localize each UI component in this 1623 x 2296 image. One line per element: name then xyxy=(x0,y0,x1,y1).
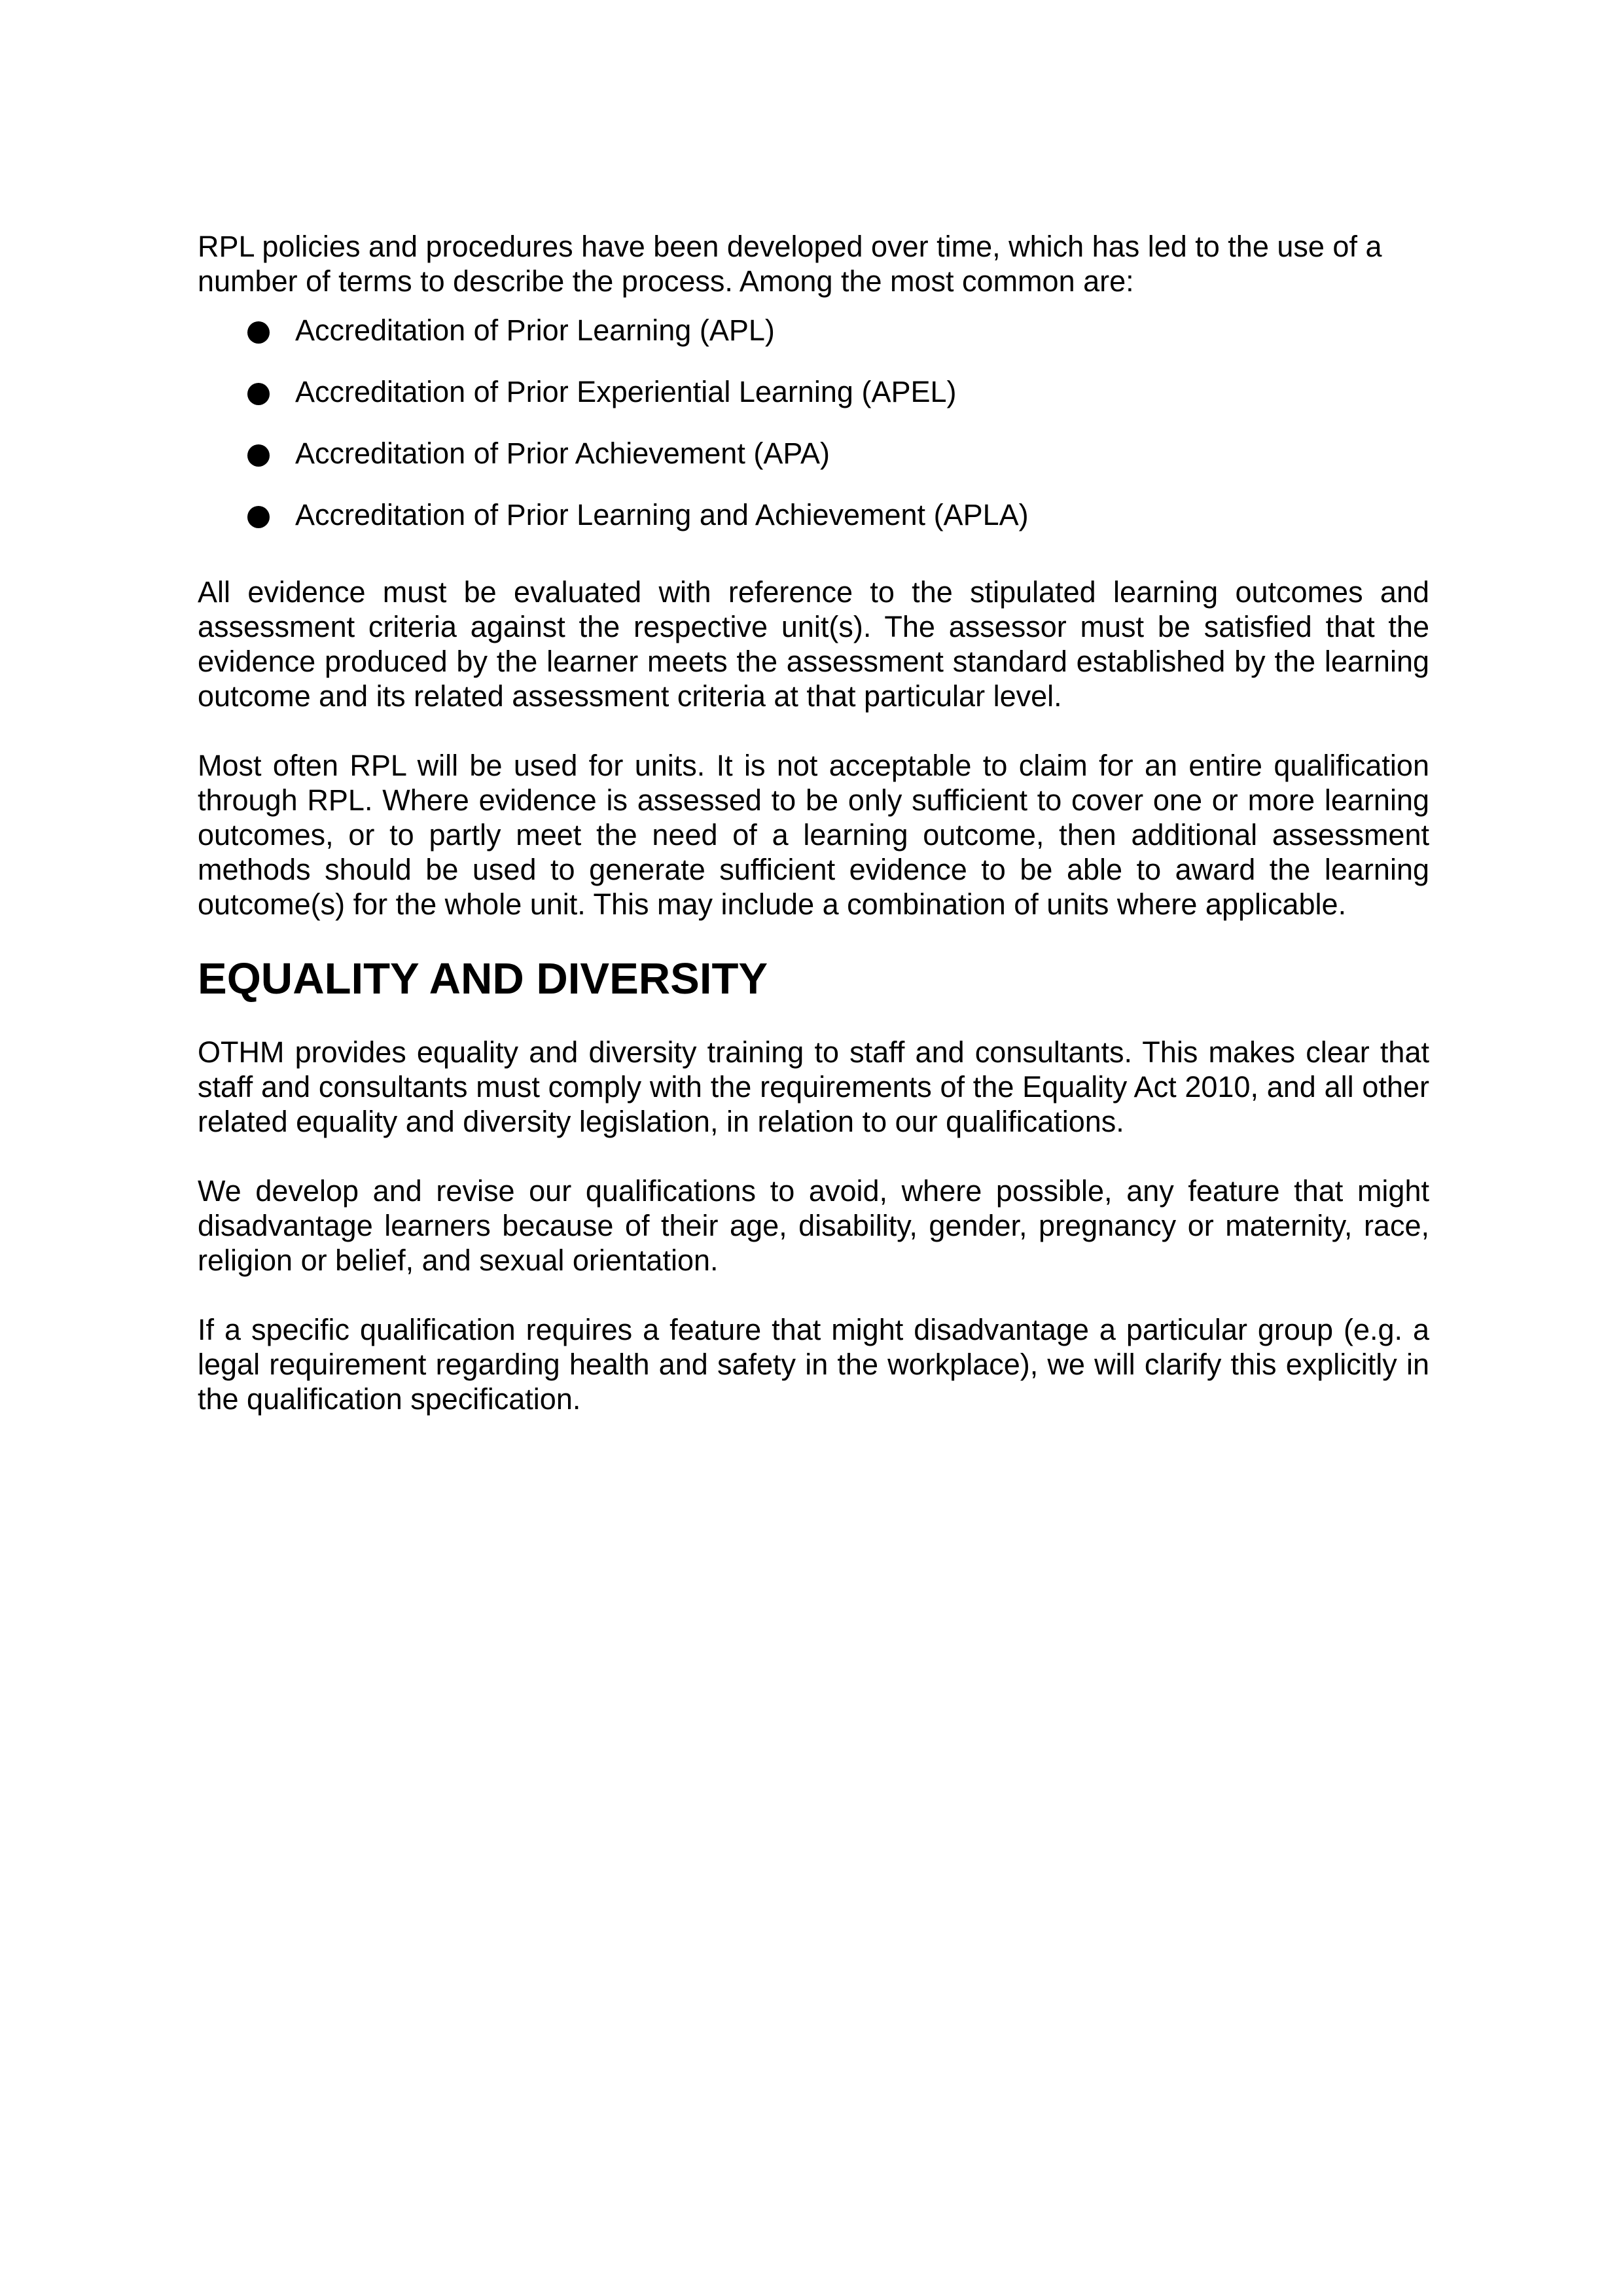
bullet-icon xyxy=(247,444,270,467)
qualification-revision-paragraph: We develop and revise our qualifications to avoid, where possible, any feature that might disadvantage learners because of their age, disability, gender, pregnancy or maternity, race, religion or belief, and sexual orientation. xyxy=(198,1174,1429,1277)
intro-paragraph: RPL policies and procedures have been developed over time, which has led to the use of a number of terms to describe the process. Among the most common are: xyxy=(198,230,1382,298)
section-heading: EQUALITY AND DIVERSITY xyxy=(198,954,768,1003)
list-item xyxy=(198,374,1429,409)
bullet-icon xyxy=(247,383,270,405)
bullet-icon xyxy=(247,506,270,528)
specific-qualification-paragraph: If a specific qualification requires a feature that might disadvantage a particular group (e.g. a legal requirement regarding health and safety in the workplace), we will clarify this explicitly in the qualification specification. xyxy=(198,1313,1429,1416)
equality-training-paragraph: OTHM provides equality and diversity training to staff and consultants. This makes clear that staff and consultants must comply with the requirements of the Equality Act 2010, and all other related equality and diversity legislation, in relation to our qualifications. xyxy=(198,1035,1429,1138)
list-item-text: Accreditation of Prior Achievement (APA) xyxy=(295,437,830,470)
bullet-icon xyxy=(247,321,270,344)
list-item xyxy=(198,497,1429,532)
list-item-text: Accreditation of Prior Experiential Learning (APEL) xyxy=(295,375,957,408)
rpl-terms-list xyxy=(198,313,1429,532)
list-item-text: Accreditation of Prior Learning and Achievement (APLA) xyxy=(295,498,1029,531)
evidence-paragraph: All evidence must be evaluated with reference to the stipulated learning outcomes and assessment criteria against the respective unit(s). The assessor must be satisfied that the evidence produced by the learner meets the assessment standard established by the learning outcome and its related assessment criteria at that particular level. xyxy=(198,575,1429,713)
list-item xyxy=(198,436,1429,471)
document-page xyxy=(198,229,1429,1416)
list-item xyxy=(198,313,1429,348)
rpl-units-paragraph: Most often RPL will be used for units. It is not acceptable to claim for an entire qualification through RPL. Where evidence is assessed to be only sufficient to cover one or more learning outcomes, or to partly meet the need of a learning outcome, then additional assessment methods should be used to generate sufficient evidence to be able to award the learning outcome(s) for the whole unit. This may include a combination of units where applicable. xyxy=(198,749,1429,921)
list-item-text: Accreditation of Prior Learning (APL) xyxy=(295,314,775,347)
